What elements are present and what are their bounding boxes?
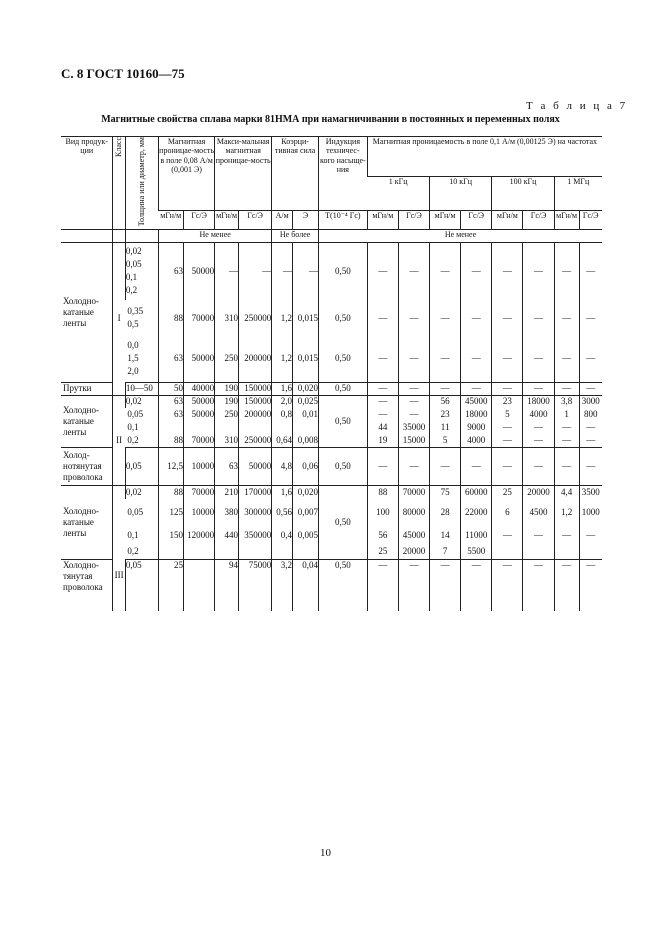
table-cell: — [579,434,602,447]
table-cell: — [579,382,602,395]
table-cell: 88 [159,434,184,447]
table-cell: 35000 [398,421,429,434]
table-cell: 0,025 [293,395,319,408]
table-cell: — [367,559,398,611]
table-cell: 11 [430,421,461,434]
u-gse: Гс/Э [579,210,602,229]
table-cell [272,421,293,434]
table-cell: 125 [159,499,184,525]
table-cell: — [492,300,523,336]
table-cell: 5 [492,408,523,421]
table-cell: — [367,336,398,382]
table-row [61,485,602,499]
table-cell: — [554,434,579,447]
table-cell: 50000 [183,336,214,382]
table-cell: 10000 [183,499,214,525]
table-cell: 0,02 [125,485,158,499]
product-label: Холод-нотянутая проволока [61,447,113,485]
table-cell: — [430,447,461,485]
table-cell: — [398,382,429,395]
table-cell: — [523,434,554,447]
table-cell: 2,0 [272,395,293,408]
table-cell: — [461,336,492,382]
table-cell: — [523,525,554,545]
table-cell: 0,05 [127,506,144,517]
ne-bolee: Не более [272,229,319,242]
table-cell: 0,05 [127,409,144,420]
product-label: Холодно-тянутая проволока [61,559,113,611]
table-cell: 0,50 [318,447,367,485]
table-cell: 75000 [239,559,272,611]
table-cell: — [272,242,293,300]
table-cell: 0,64 [272,434,293,447]
table-cell: — [523,382,554,395]
table-cell: — [367,408,398,421]
table-cell: 6 [492,499,523,525]
table-cell: — [430,242,461,300]
page-number: 10 [320,847,331,859]
table-cell: — [554,336,579,382]
table-cell: 0,007 [293,499,319,525]
table-cell: 380 [215,499,239,525]
table-cell: — [461,447,492,485]
class-label: I [113,242,125,395]
table-cell: 4000 [461,434,492,447]
table-cell: — [461,559,492,611]
table-cell: 250 [215,408,239,421]
table-cell: 75 [430,485,461,499]
table-cell: 10—50 [125,382,158,395]
hdr-class: Класс [113,137,125,230]
table-cell: 50000 [183,395,214,408]
table-cell: 10000 [183,447,214,485]
table-cell: — [461,382,492,395]
hdr-thickness: Толщина или диаметр, мм [125,137,158,230]
u-mgnm: мГн/м [430,210,461,229]
table-cell: — [293,242,319,300]
table-cell: 70000 [183,434,214,447]
table-cell [579,545,602,559]
table-cell: 250 [215,336,239,382]
table-row [61,447,602,485]
table-cell: 25 [159,559,184,611]
table-cell: — [492,242,523,300]
table-cell [293,545,319,559]
table-cell: — [523,559,554,611]
table-cell: — [492,382,523,395]
table-cell: 50000 [183,242,214,300]
table-cell [554,545,579,559]
table-cell: 63 [159,408,184,421]
table-cell: 0,50 [318,242,367,300]
table-cell: — [579,242,602,300]
table-cell: 120000 [183,525,214,545]
table-cell: 0,02 [125,395,158,408]
table-cell: 88 [159,485,184,499]
table-cell: — [523,421,554,434]
table-cell: 190 [215,395,239,408]
table-cell [293,421,319,434]
table-cell: 210 [215,485,239,499]
table-cell [215,545,239,559]
table-cell: — [492,525,523,545]
table-cell: 150000 [239,382,272,395]
table-cell: 1 [554,408,579,421]
table-cell: — [461,242,492,300]
table-cell [492,545,523,559]
class-label: III [113,485,125,611]
table-cell: — [579,421,602,434]
table-cell: — [430,336,461,382]
table-cell [272,545,293,559]
table-cell: — [579,300,602,336]
table-cell: 0,005 [293,525,319,545]
table-cell: 45000 [461,395,492,408]
table-cell: 1,2 [272,336,293,382]
class-label: II [113,395,125,485]
table-cell: 0,020 [293,382,319,395]
table-cell: 22000 [461,499,492,525]
hdr-induction: Индукция техничес-кого насыще-ния [318,137,367,211]
table-cell: — [554,421,579,434]
table-cell: 9000 [461,421,492,434]
table-cell [183,545,214,559]
u-mgnm: мГн/м [215,210,239,229]
table-cell: 190 [215,382,239,395]
table-cell: 11000 [461,525,492,545]
table-cell: 28 [430,499,461,525]
table-cell: 5500 [461,545,492,559]
table-cell: — [367,300,398,336]
table-row [61,242,602,300]
product-label: Холодно-катаные ленты [61,395,113,447]
table-cell: — [367,242,398,300]
table-cell: — [554,559,579,611]
u-am: А/м [272,210,293,229]
table-cell: 3500 [579,485,602,499]
table-cell: 0,4 [272,525,293,545]
u-e: Э [293,210,319,229]
u-gse: Гс/Э [461,210,492,229]
table-cell: 56 [367,525,398,545]
table-cell [159,545,184,559]
table-cell: 0,02 0,05 0,1 0,2 [125,242,158,300]
table-cell: — [398,300,429,336]
table-cell: 1,6 [272,382,293,395]
table-cell: — [367,382,398,395]
table-cell: 1,2 [554,499,579,525]
table-cell: 170000 [239,485,272,499]
u-t: Т(10⁻⁴ Гс) [318,210,367,229]
table-cell: — [492,447,523,485]
table-cell: 3000 [579,395,602,408]
table-cell: 200000 [239,408,272,421]
product-label: Холодно-катаные ленты [61,242,113,382]
table-cell: 0,8 [272,408,293,421]
table-cell: 150 [159,525,184,545]
hdr-coercive: Коэрци-тивная сила [272,137,319,211]
table-cell: — [398,559,429,611]
table-cell: 18000 [523,395,554,408]
table-cell: 50 [159,382,184,395]
table-cell: — [554,447,579,485]
table-cell: — [398,395,429,408]
table-cell: 0,015 [293,300,319,336]
table-cell: 70000 [398,485,429,499]
table-cell: 440 [215,525,239,545]
u-mgnm: мГн/м [492,210,523,229]
table-cell: 0,50 [318,382,367,395]
table-cell: — [523,336,554,382]
table-cell: 800 [579,408,602,421]
table-cell [239,421,272,434]
table-cell: 19 [367,434,398,447]
table-cell: 4500 [523,499,554,525]
table-cell [183,421,214,434]
table-cell: 0,01 [293,408,319,421]
hdr-ac: Магнитная проницаемость в поле 0,1 А/м (0,00125 Э) на частотах [367,137,602,177]
table-cell: 7 [430,545,461,559]
table-row [61,395,602,408]
table-cell: 0,1 [127,422,139,433]
u-gse: Гс/Э [183,210,214,229]
table-cell: 0,1 [127,529,139,540]
hdr-f1: 1 кГц [367,176,429,210]
table-cell [215,421,239,434]
table-cell: 18000 [461,408,492,421]
table-cell: — [367,447,398,485]
table-cell: 0,015 [293,336,319,382]
table-cell: 94 [215,559,239,611]
ne-menee: Не менее [318,229,602,242]
table-row [61,559,602,611]
hdr-mu-init: Магнитная проницае-мость в поле 0,08 А/м (0,001 Э) [159,137,215,211]
table-cell: — [398,408,429,421]
table-cell: — [398,242,429,300]
table-cell: 44 [367,421,398,434]
table-cell: — [554,382,579,395]
hdr-f2: 10 кГц [430,176,492,210]
table-cell: 14 [430,525,461,545]
table-cell: 0,05 [125,447,158,485]
table-cell: 310 [215,300,239,336]
page-header: С. 8 ГОСТ 10160—75 [61,66,185,81]
table-row [61,336,602,382]
table-row [61,382,602,395]
table-cell: 0,05 [125,559,158,611]
table-cell: — [398,336,429,382]
table-cell: 12,5 [159,447,184,485]
table-cell: 63 [159,336,184,382]
table-cell: 20000 [523,485,554,499]
table-cell: 15000 [398,434,429,447]
table-cell: 300000 [239,499,272,525]
table-cell: 80000 [398,499,429,525]
table-cell [523,545,554,559]
table-cell: — [239,242,272,300]
table-cell: 60000 [461,485,492,499]
table-row [61,300,602,336]
table-cell: 0,50 [318,485,367,559]
u-gse: Гс/Э [523,210,554,229]
table-cell: 88 [367,485,398,499]
table-cell: 0,56 [272,499,293,525]
u-mgnm: мГн/м [554,210,579,229]
table-cell: 5 [430,434,461,447]
table-cell: 4,4 [554,485,579,499]
hdr-mu-max: Макси-мальная магнитная проницае-мость [215,137,272,211]
table-cell: — [461,300,492,336]
table-cell: 63 [159,242,184,300]
table-cell: 250000 [239,300,272,336]
table-cell: 250000 [239,434,272,447]
table-cell: — [523,242,554,300]
table-cell: — [579,525,602,545]
table-cell: 23 [492,395,523,408]
table-cell: 45000 [398,525,429,545]
table-cell: 0,2 [127,546,139,557]
table-cell: 56 [430,395,461,408]
table-title: Магнитные свойства сплава марки 81НМА при намагничивании в постоянных и переменных полях [101,114,560,125]
table-cell: 23 [430,408,461,421]
table-cell: 0,2 [127,434,139,445]
table-cell: 25 [367,545,398,559]
table-cell: 88 [159,300,184,336]
table-cell: 0,50 [318,395,367,447]
table-cell: 25 [492,485,523,499]
table-cell: 0,35 0,5 [127,306,144,330]
u-mgnm: мГн/м [367,210,398,229]
table-cell: 150000 [239,395,272,408]
table-cell: 0,04 [293,559,319,611]
ne-menee: Не менее [159,229,272,242]
table-cell: 0,50 [318,559,367,611]
table-cell [183,559,214,611]
table-cell: — [215,242,239,300]
table-cell: 70000 [183,485,214,499]
table-number: Т а б л и ц а 7 [526,100,628,112]
table-cell: 100 [367,499,398,525]
table-cell: 0,020 [293,485,319,499]
table-cell: — [398,447,429,485]
product-label: Холодно-катаные ленты [61,485,113,559]
table-cell: — [523,447,554,485]
table-cell: 0,008 [293,434,319,447]
table-cell: — [554,242,579,300]
hdr-f4: 1 МГц [554,176,602,210]
table-cell [159,421,184,434]
table-cell: 200000 [239,336,272,382]
table-cell: 40000 [183,382,214,395]
table-cell: 70000 [183,300,214,336]
table-cell: — [579,447,602,485]
table-cell: — [492,421,523,434]
u-mgnm: мГн/м [159,210,184,229]
table-cell: — [430,559,461,611]
table-cell: — [523,300,554,336]
table-cell: 0,06 [293,447,319,485]
table-cell: 0,0 1,5 2,0 [127,340,139,377]
table-cell: 350000 [239,525,272,545]
properties-table [61,136,602,611]
table-cell: 63 [215,447,239,485]
table-cell: 50000 [239,447,272,485]
table-cell: — [367,395,398,408]
hdr-f3: 100 кГц [492,176,554,210]
u-gse: Гс/Э [239,210,272,229]
table-cell: — [554,300,579,336]
table-cell: — [492,559,523,611]
table-cell: 20000 [398,545,429,559]
table-cell: — [579,559,602,611]
table-cell: 310 [215,434,239,447]
table-cell: 63 [159,395,184,408]
table-cell: 0,50 [318,300,367,336]
table-cell: 1000 [579,499,602,525]
table-cell: 4,8 [272,447,293,485]
table-cell: — [579,336,602,382]
table-cell: 1,2 [272,300,293,336]
table-cell: — [430,300,461,336]
product-label: Прутки [61,382,113,395]
u-gse: Гс/Э [398,210,429,229]
table-cell: 0,50 [318,336,367,382]
table-cell: — [430,382,461,395]
table-cell [239,545,272,559]
hdr-product: Вид продук-ции [61,137,113,230]
table-cell: — [554,525,579,545]
table-cell: — [492,336,523,382]
table-cell: 1,6 [272,485,293,499]
table-cell: 3,8 [554,395,579,408]
table-cell: 4000 [523,408,554,421]
table-cell: 50000 [183,408,214,421]
table-cell: — [492,434,523,447]
table-cell: 3,2 [272,559,293,611]
